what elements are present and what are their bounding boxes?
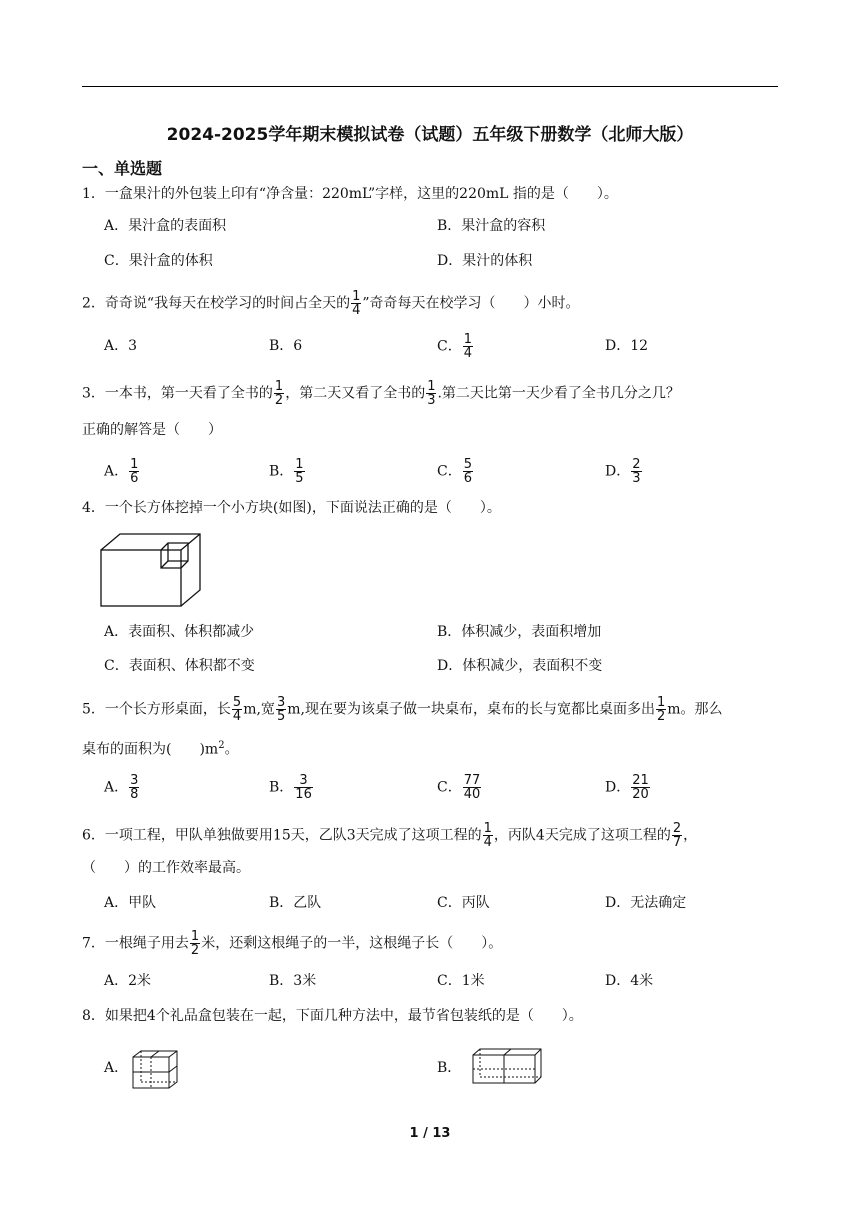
q2-option-b: B．6 — [269, 338, 303, 354]
question-3-line-2: 正确的解答是（ ） — [82, 422, 222, 438]
q3-option-b: B． $\frac{1}{5}$ — [269, 457, 304, 486]
q6-option-c: C．丙队 — [437, 895, 490, 911]
q8-option-b: B． — [437, 1060, 462, 1076]
gift-box-stack-b-figure — [470, 1047, 544, 1087]
question-4: 4．一个长方体挖掉一个小方块(如图)，下面说法正确的是（ ）。 — [82, 500, 501, 516]
q7-option-a: A．2米 — [104, 973, 152, 989]
question-2 — [82, 290, 580, 317]
question-7: 7．一根绳子用去 $\frac{1}{2}$ 米，还剩这根绳子的一半，这根绳子长（ ）。 — [82, 929, 503, 958]
q5-option-a: A． $\frac{3}{8}$ — [104, 773, 139, 802]
q2-text-1: 2．奇奇说“我每天在校学习的时间占全天的 — [82, 295, 351, 312]
q1-option-a: A．果汁盒的表面积 — [104, 218, 227, 234]
q3-option-c: C． $\frac{5}{6}$ — [437, 457, 472, 486]
q5-option-d: D． $\frac{21}{20}$ — [605, 773, 649, 802]
q4-option-d: D．体积减少，表面积不变 — [437, 658, 603, 674]
q6-option-b: B．乙队 — [269, 895, 322, 911]
gift-box-stack-a-figure — [130, 1048, 180, 1092]
question-3: 3．一本书，第一天看了全书的 $\frac{1}{2}$ ，第二天又看了全书的 $\frac{1}{3}$ .第二天比第一天少看了全书几分之几？ — [82, 379, 680, 408]
question-6-line-2: （ ）的工作效率最高。 — [82, 860, 250, 876]
question-6: 6．一项工程，甲队单独做要用15天，乙队3天完成了这项工程的 $\frac{1}{4}$ ，丙队4天完成了这项工程的 $\frac{2}{7}$ ， — [82, 821, 698, 850]
q1-option-d: D．果汁的体积 — [437, 253, 533, 269]
q2-fraction: $\frac{1}{4}$ — [352, 289, 361, 318]
cuboid-figure — [98, 530, 208, 612]
q2-option-c: C． $\frac{1}{4}$ — [437, 332, 472, 361]
q7-option-b: B．3米 — [269, 973, 317, 989]
q6-option-d: D．无法确定 — [605, 895, 687, 911]
question-5-line-2: 桌布的面积为( )$m^2$。 — [82, 740, 239, 758]
q2-option-a: A．3 — [104, 338, 138, 354]
page-title: 2024-2025学年期末模拟试卷（试题）五年级下册数学（北师大版） — [166, 125, 694, 145]
q7-option-d: D．4米 — [605, 973, 654, 989]
q3-option-d: D． $\frac{2}{3}$ — [605, 457, 641, 486]
q2-text-2: ”奇奇每天在校学习（ ）小时。 — [362, 295, 580, 312]
page-number: 1 / 13 — [409, 1126, 451, 1141]
q1-option-c: C．果汁盒的体积 — [104, 253, 213, 269]
question-8: 8．如果把4个礼品盒包装在一起，下面几种方法中，最节省包装纸的是（ ）。 — [82, 1008, 583, 1024]
q8-option-a: A． — [104, 1060, 129, 1076]
q4-option-a: A．表面积、体积都减少 — [104, 624, 255, 640]
question-5: 5．一个长方形桌面，长 $\frac{5}{4}$ m,宽 $\frac{3}{5}$ m,现在要为该桌子做一块桌布，桌布的长与宽都比桌面多出 $\frac{1}{2}$ m。那么 — [82, 695, 723, 724]
q5-option-b: B． $\frac{3}{16}$ — [269, 773, 312, 802]
section-heading: 一、单选题 — [82, 159, 163, 178]
q2-option-d: D．12 — [605, 338, 649, 354]
q7-option-c: C．1米 — [437, 973, 485, 989]
q4-option-b: B．体积减少，表面积增加 — [437, 624, 602, 640]
question-1: 1．一盒果汁的外包装上印有“净含量：220mL”字样，这里的220mL 指的是（ ）。 — [82, 186, 618, 202]
q6-option-a: A．甲队 — [104, 895, 157, 911]
q4-option-c: C．表面积、体积都不变 — [104, 658, 255, 674]
q5-option-c: C． $\frac{77}{40}$ — [437, 773, 481, 802]
header-rule — [82, 86, 778, 87]
q3-option-a: A． $\frac{1}{6}$ — [104, 457, 139, 486]
q1-option-b: B．果汁盒的容积 — [437, 218, 546, 234]
